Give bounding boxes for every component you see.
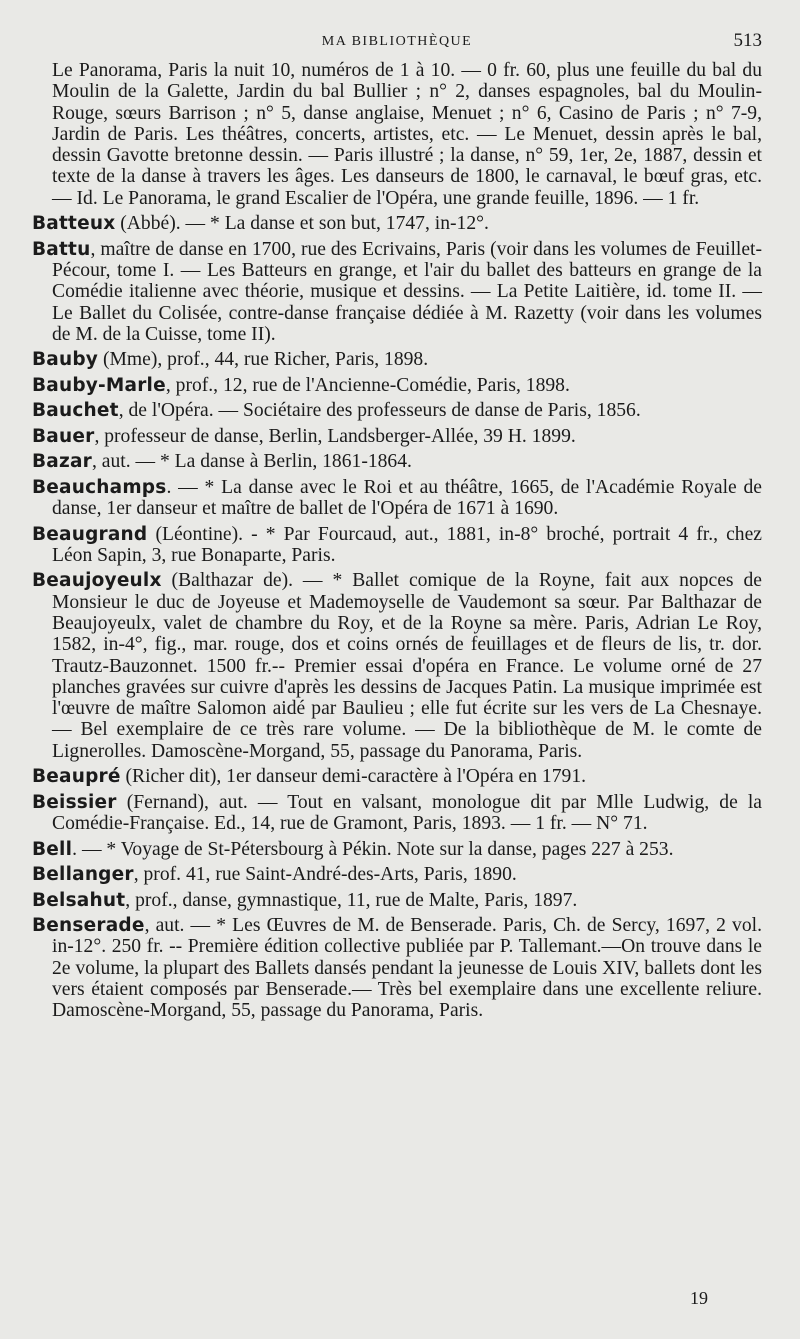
entry-batteux (32, 213, 762, 234)
entry-bell (32, 839, 762, 860)
signature-mark: 19 (690, 1288, 708, 1308)
entry-head: Beaupré (32, 766, 121, 788)
entry-text: , de l'Opéra. — Sociétaire des professeurs de danse de Paris, 1856. (118, 400, 641, 422)
entry-head: Bauchet (32, 400, 119, 422)
entry-bellanger (32, 864, 762, 885)
entry-beaugrand (32, 524, 762, 567)
entry-bazar (32, 451, 762, 472)
entry-belsahut (32, 890, 762, 911)
entry-head: Beaujoyeulx (32, 570, 162, 592)
entry-head: Batteux (32, 213, 116, 235)
entry-head: Bauby-Marle (32, 374, 166, 396)
entry-beauchamps (32, 477, 762, 520)
entry-text: , prof. 41, rue Saint-André-des-Arts, Paris, 1890. (133, 864, 517, 886)
entry-text: . — * La danse avec le Roi et au théâtre, 1665, de l'Académie Royale de danse, 1er danseur et maître de ballet de l'Opéra de 1671 à 1690. (52, 476, 762, 520)
entry-bauchet (32, 400, 762, 421)
entry-head: Belsahut (32, 889, 126, 911)
entry-head: Bazar (32, 451, 92, 473)
entry-head: Beaugrand (32, 523, 148, 545)
entry-beaupre (32, 766, 762, 787)
entry-head: Bellanger (32, 864, 134, 886)
entry-text: , prof., 12, rue de l'Ancienne-Comédie, Paris, 1898. (165, 374, 570, 396)
entry-head: Bell (32, 838, 73, 860)
running-title: MA BIBLIOTHÈQUE (321, 34, 473, 49)
entry-bauer (32, 426, 762, 447)
entry-head: Beauchamps (32, 476, 167, 498)
entry-text: , aut. — * Les Œuvres de M. de Benserade. Paris, Ch. de Sercy, 1697, 2 vol. in-12°. 250 fr. -- Première édition collective publiée par P. Tallemant.—On trouve dans le 2e volume, la plupart des Ballets dansés pendant la jeunesse de Louis XIV, ballets dont les vers étaient composés par Benserade.— Très bel exemplaire dans une excellente reliure. Damoscène-Morgand, 55, passage du Panorama, Paris. (52, 914, 762, 1022)
entry-bauby (32, 349, 762, 370)
entry-beissier (32, 792, 762, 835)
entry-bauby-marle (32, 375, 762, 396)
entry-head: Bauby (32, 349, 99, 371)
entry-head: Benserade (32, 914, 145, 936)
page-number: 513 (733, 30, 762, 51)
entry-beaujoyeulx (32, 570, 762, 762)
running-head (32, 30, 762, 60)
entry-text: (Fernand), aut. — Tout en valsant, monologue dit par Mlle Ludwig, de la Comédie-Française. Ed., 14, rue de Gramont, Paris, 1893. — 1 fr. — N° 71. (52, 791, 762, 835)
entry-benserade (32, 915, 762, 1021)
entry-text: (Balthazar de). — * Ballet comique de la Royne, fait aux nopces de Monsieur le duc de Joyeuse et Mademoyselle de Vaudemont sa sœur. Par Balthazar de Beaujoyeulx, valet de chambre du Roy, et de la Royne sa mère. Paris, Adrian Le Roy, 1582, in-4°, fig., mar. rouge, dos et coins ornés de feuillages et de fleurs de lis, tr. dor. Trautz-Bauzonnet. 1500 fr.-- Premier essai d'opéra en France. Le volume orné de 27 planches gravées sur cuivre d'après les dessins de Jacques Patin. La musique imprimée est l'œuvre de maître Salomon aidé par Baulieu ; elle fut écrite sur les vers de La Chesnaye. — Bel exemplaire de ce très rare volume. — De la bibliothèque de M. le comte de Lignerolles. Damoscène-Morgand, 55, passage du Panorama, Paris. (52, 570, 762, 762)
entry-text: (Mme), prof., 44, rue Richer, Paris, 1898. (98, 349, 429, 371)
entry-text: (Abbé). — * La danse et son but, 1747, in-12°. (115, 213, 489, 235)
continuation-paragraph: Le Panorama, Paris la nuit 10, numéros de 1 à 10. — 0 fr. 60, plus une feuille du bal du Moulin de la Galette, Jardin du bal Bullier ; n° 2, danses espagnoles, bal du Moulin-Rouge, sœurs Barrison ; n° 5, danse anglaise, Menuet ; n° 6, Casino de Paris ; n° 7-9, Jardin de Paris. Les théâtres, concerts, artistes, etc. — Le Menuet, dessin après le bal, dessin Gavotte bretonne dessin. — Paris illustré ; la danse, n° 59, 1er, 2e, 1887, dessin et texte de la danse à travers les âges. Les danseurs de 1800, le carnaval, le bœuf gras, etc. — Id. Le Panorama, le grand Escalier de l'Opéra, une grande feuille, 1896. — 1 fr. (52, 60, 762, 209)
entry-text: , professeur de danse, Berlin, Landsberger-Allée, 39 H. 1899. (94, 425, 576, 447)
entry-text: , maître de danse en 1700, rue des Ecrivains, Paris (voir dans les volumes de Feuillet-Pécour, tome I. — Les Batteurs en grange, et l'air du ballet des batteurs en grange de la Comédie italienne avec théorie, musique et dessins. — La Petite Laitière, id. tome II. — Le Ballet du Colisée, contre-danse française dédiée à M. Razetty (voir dans les volumes de M. de la Cuisse, tome II). (52, 238, 762, 345)
entry-head: Battu (32, 238, 91, 260)
entry-text: (Léontine). - * Par Fourcaud, aut., 1881, in-8° broché, portrait 4 fr., chez Léon Sapin, 3, rue Bonaparte, Paris. (52, 523, 762, 566)
entry-battu (32, 239, 762, 345)
entry-text: . — * Voyage de St-Pétersbourg à Pékin. Note sur la danse, pages 227 à 253. (72, 838, 674, 860)
entry-head: Beissier (32, 791, 117, 813)
entry-text: (Richer dit), 1er danseur demi-caractère à l'Opéra en 1791. (120, 766, 587, 788)
entry-text: , prof., danse, gymnastique, 11, rue de Malte, Paris, 1897. (125, 889, 578, 911)
entry-head: Bauer (32, 425, 95, 447)
entry-text: , aut. — * La danse à Berlin, 1861-1864. (91, 451, 412, 473)
